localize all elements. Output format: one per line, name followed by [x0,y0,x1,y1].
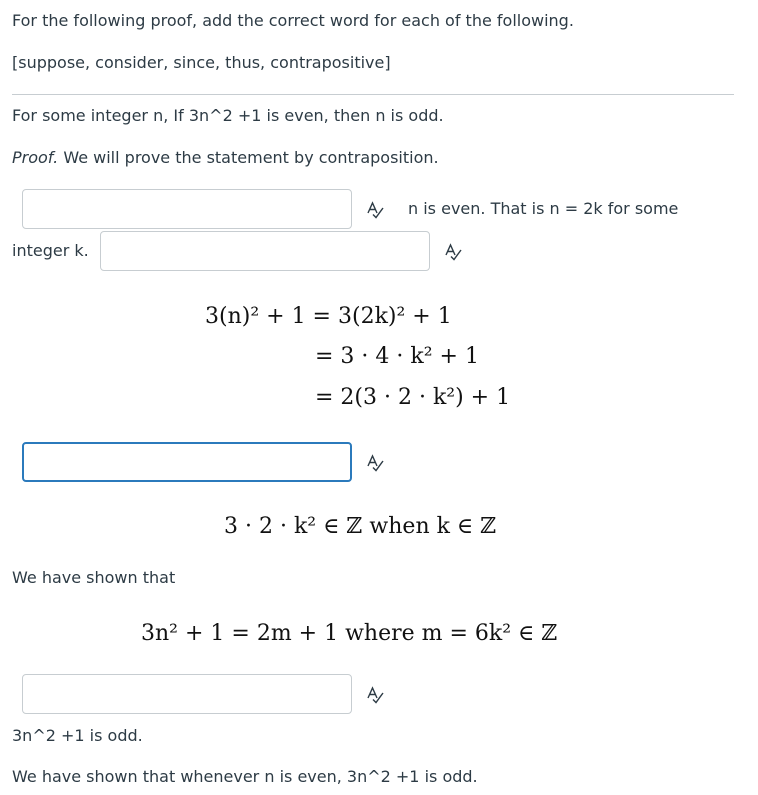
blank-2-before-text: integer k. [12,241,89,260]
shown-equation: 3n² + 1 = 2m + 1 where m = 6k² ∈ ℤ [141,621,558,646]
equation-line-2: = 3 · 4 · k² + 1 [315,344,479,369]
shown-label: We have shown that [12,568,176,587]
spellcheck-icon[interactable] [366,201,384,219]
word-bank: [suppose, consider, since, thus, contrapositive] [12,53,391,72]
membership-equation: 3 · 2 · k² ∈ ℤ when k ∈ ℤ [224,514,497,539]
spellcheck-icon[interactable] [366,686,384,704]
proof-intro [12,148,439,168]
instruction-text: For the following proof, add the correct word for each of the following. [12,11,574,30]
equation-line-1: 3(n)² + 1 = 3(2k)² + 1 [205,304,452,329]
spellcheck-icon[interactable] [366,454,384,472]
blank-4-input[interactable] [22,674,352,714]
spellcheck-icon[interactable] [444,243,462,261]
after-blank-4-text: 3n^2 +1 is odd. [12,726,143,745]
divider [12,94,734,95]
blank-2-input[interactable] [100,231,430,271]
conclusion-text: We have shown that whenever n is even, 3n^2 +1 is odd. [12,767,478,786]
proof-intro-rest: We will prove the statement by contraposition. [58,148,439,167]
proof-label: Proof. [12,148,59,167]
blank-1-after-text: n is even. That is n = 2k for some [408,199,679,218]
statement-text: For some integer n, If 3n^2 +1 is even, then n is odd. [12,106,444,125]
blank-1-input[interactable] [22,189,352,229]
blank-3-input[interactable] [22,442,352,482]
equation-line-3: = 2(3 · 2 · k²) + 1 [315,385,511,410]
